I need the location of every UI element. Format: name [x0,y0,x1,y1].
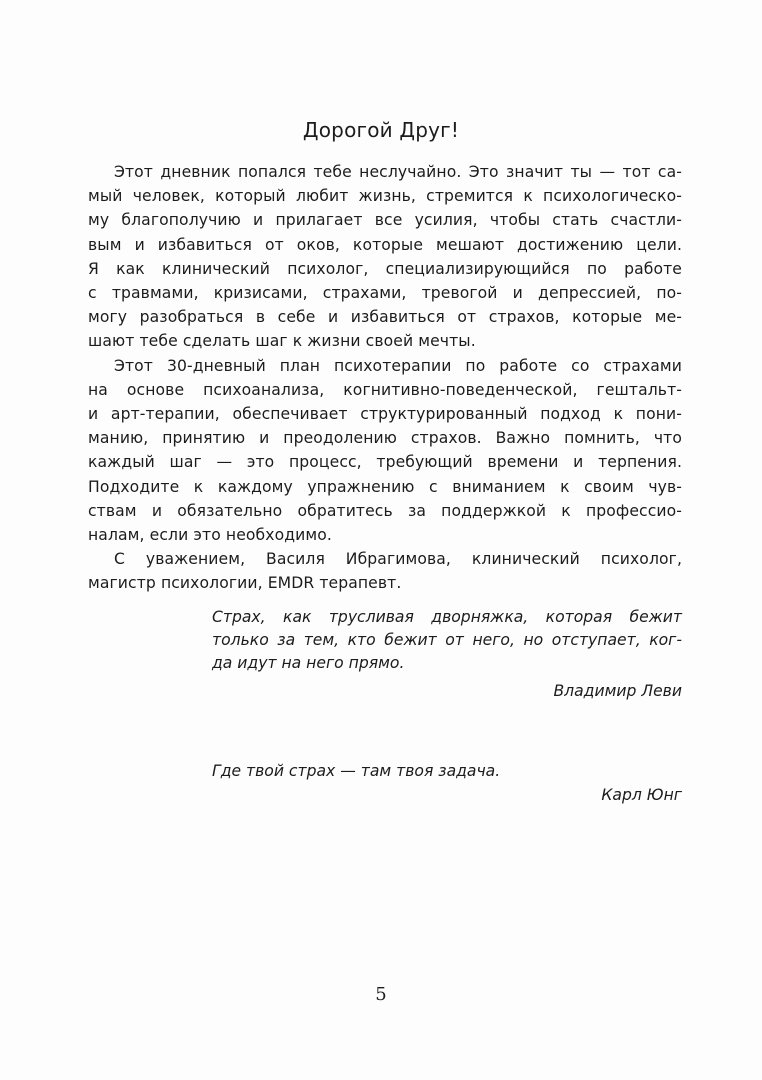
quote-line: да идут на него прямо. [212,654,405,672]
text-line: шают тебе сделать шаг к жизни своей мечты. [88,332,476,351]
text-line: каждый шаг — это процесс, требующий времени и терпения. [88,453,682,472]
letter-body [88,160,682,596]
paragraph-1 [88,160,682,354]
quote-author-1: Владимир Леви [553,682,682,700]
quote-line: Страх, как трусливая дворняжка, которая бежит [212,608,682,626]
text-line: могу разобраться в себе и избавиться от страхов, которые ме- [88,308,682,327]
text-line: на основе психоанализа, когнитивно-поведенческой, гештальт- [88,380,682,399]
text-line: мый человек, который любит жизнь, стремится к психологическо- [88,187,682,206]
text-line: Подходите к каждому упражнению с вниманием к своим чув- [88,477,682,496]
page-title: Дорогой Друг! [302,118,460,142]
text-line: му благополучию и прилагает все усилия, чтобы стать счастли- [88,211,682,230]
text-line: и арт-терапии, обеспечивает структурированный подход к пони- [88,405,682,424]
text-line: налам, если это необходимо. [88,526,332,545]
epigraph-quote-1 [212,606,682,675]
text-line: Этот 30-дневный план психотерапии по работе со страхами [114,356,682,375]
paragraph-2 [88,354,682,548]
quote-author-2: Карл Юнг [601,786,682,804]
text-line: вым и избавиться от оков, которые мешают достижению цели. [88,235,682,254]
text-line: Этот дневник попался тебе неслучайно. Это значит ты — тот са- [114,163,682,181]
text-line: манию, принятию и преодолению страхов. Важно помнить, что [88,429,682,448]
text-line: магистр психологии, EMDR терапевт. [88,574,402,593]
text-line: с травмами, кризисами, страхами, тревогой и депрессией, по- [88,284,682,303]
text-line: Я как клинический психолог, специализирующийся по работе [88,259,682,278]
signature-paragraph [88,547,682,595]
quote-line: Где твой страх — там твоя задача. [212,762,501,780]
quote-line: только за тем, кто бежит от него, но отступает, ког- [212,631,682,649]
text-line: С уважением, Василя Ибрагимова, клинический психолог, [114,550,682,569]
page-number: 5 [375,984,387,1005]
text-line: ствам и обязательно обратитесь за поддержкой к профессио- [88,501,682,520]
epigraph-quote-2 [212,760,682,783]
